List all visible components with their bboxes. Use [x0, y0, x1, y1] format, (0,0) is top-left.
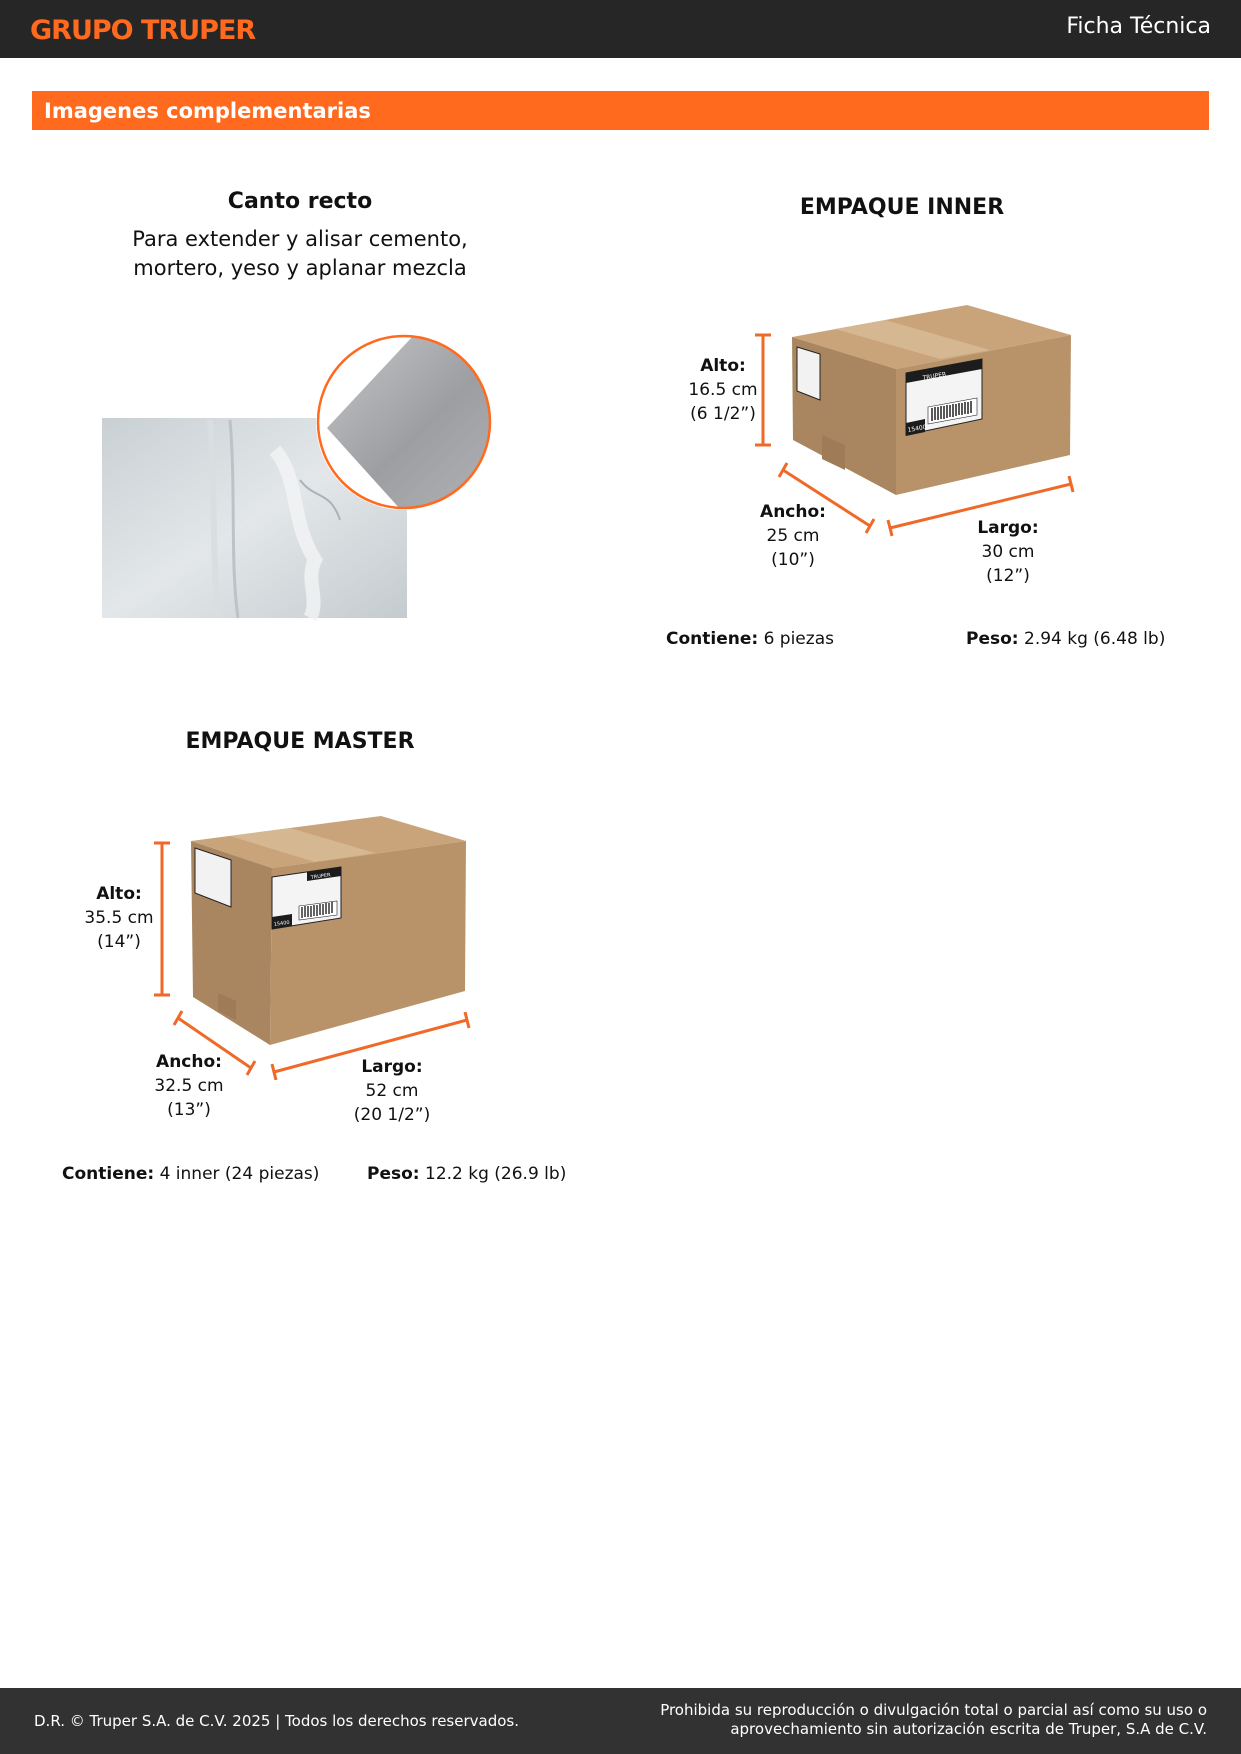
- master-largo-in: (20 1/2”): [353, 1105, 431, 1125]
- inner-ancho-title: Ancho:: [760, 502, 826, 522]
- inner-ancho-label: [738, 500, 848, 572]
- page-header: [0, 0, 1241, 58]
- master-largo-title: Largo:: [361, 1057, 423, 1077]
- inner-largo-in: (12”): [986, 566, 1030, 586]
- product-name: Canto recto: [227, 189, 373, 214]
- product-image: [100, 330, 500, 622]
- master-largo-cm: 52 cm: [365, 1081, 419, 1101]
- master-peso: [367, 1164, 566, 1184]
- section-header-bar: [32, 91, 1209, 130]
- master-ancho-label: [134, 1050, 244, 1122]
- master-ancho-in: (13”): [167, 1100, 211, 1120]
- master-ancho-title: Ancho:: [156, 1052, 222, 1072]
- page-footer: [0, 1688, 1241, 1754]
- inner-contiene-label: Contiene:: [666, 629, 759, 649]
- inner-contiene-value: 6 piezas: [763, 629, 834, 649]
- master-contiene-value: 4 inner (24 piezas): [159, 1164, 320, 1184]
- inner-peso-label: Peso:: [966, 629, 1019, 649]
- footer-legal-line2: aprovechamiento sin autorización escrita de Truper, S.A de C.V.: [730, 1720, 1207, 1738]
- section-title: Imagenes complementarias: [44, 99, 371, 123]
- inner-alto-title: Alto:: [700, 356, 746, 376]
- inner-ancho-cm: 25 cm: [766, 526, 820, 546]
- master-contiene: [62, 1164, 319, 1184]
- brand-logo: GRUPO TRUPER: [30, 15, 256, 46]
- inner-box-code: 15400: [907, 423, 928, 434]
- inner-peso-value: 2.94 kg (6.48 lb): [1024, 629, 1166, 649]
- inner-package-title: EMPAQUE INNER: [799, 195, 1005, 220]
- master-alto-cm: 35.5 cm: [84, 908, 154, 928]
- master-alto-label: [64, 882, 174, 954]
- master-package-title: EMPAQUE MASTER: [185, 729, 415, 754]
- master-box-code: 15400: [273, 919, 291, 928]
- master-contiene-label: Contiene:: [62, 1164, 155, 1184]
- footer-legal-line1: Prohibida su reproducción o divulgación total o parcial así como su uso o: [660, 1701, 1207, 1719]
- inner-largo-label: [953, 516, 1063, 588]
- inner-box-brand: TRUPER: [922, 370, 947, 382]
- inner-largo-title: Largo:: [977, 518, 1039, 538]
- footer-copyright: D.R. © Truper S.A. de C.V. 2025 | Todos los derechos reservados.: [34, 1712, 519, 1730]
- inner-contiene: [666, 629, 834, 649]
- inner-largo-cm: 30 cm: [981, 542, 1035, 562]
- footer-legal: [660, 1701, 1207, 1739]
- inner-peso: [966, 629, 1165, 649]
- product-description-line1: Para extender y alisar cemento,: [132, 227, 468, 251]
- inner-alto-in: (6 1/2”): [690, 404, 756, 424]
- master-ancho-cm: 32.5 cm: [154, 1076, 224, 1096]
- master-largo-label: [332, 1055, 452, 1127]
- master-box-brand: TRUPER: [310, 872, 331, 881]
- master-alto-in: (14”): [97, 932, 141, 952]
- master-peso-value: 12.2 kg (26.9 lb): [425, 1164, 567, 1184]
- master-alto-title: Alto:: [96, 884, 142, 904]
- inner-alto-cm: 16.5 cm: [688, 380, 758, 400]
- master-peso-label: Peso:: [367, 1164, 420, 1184]
- product-description-line2: mortero, yeso y aplanar mezcla: [133, 256, 467, 280]
- document-title: Ficha Técnica: [1066, 14, 1211, 39]
- inner-alto-label: [668, 354, 778, 426]
- inner-ancho-in: (10”): [771, 550, 815, 570]
